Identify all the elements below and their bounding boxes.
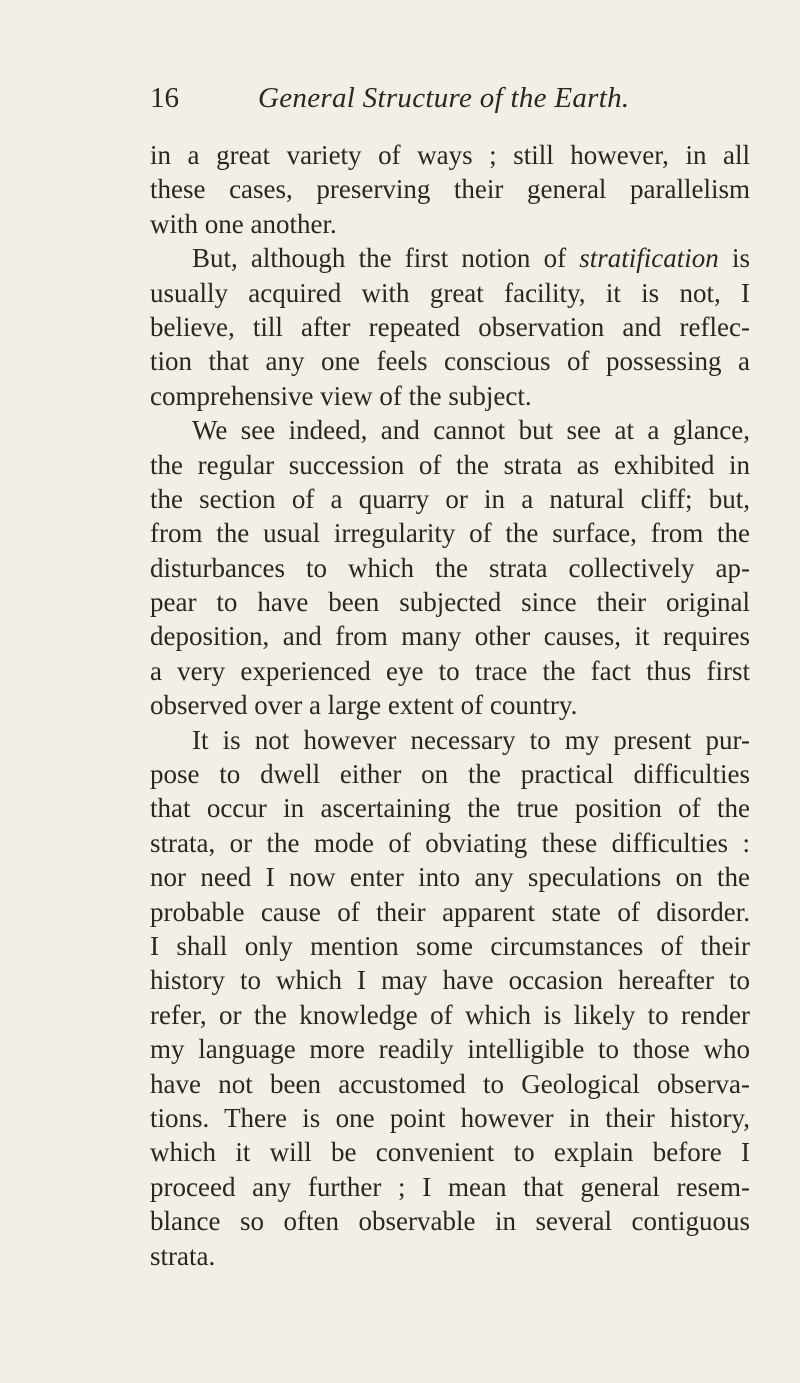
text-line: blance so often observable in several contiguous bbox=[150, 1206, 750, 1237]
text-line: disturbances to which the strata collectively ap- bbox=[150, 552, 750, 583]
text-line: tion that any one feels conscious of possessing a bbox=[150, 346, 750, 377]
running-head bbox=[150, 78, 750, 118]
emphasized-term: stratification bbox=[579, 243, 719, 274]
text-line: these cases, preserving their general parallelism bbox=[150, 174, 750, 205]
text-line: comprehensive view of the subject. bbox=[150, 380, 532, 411]
text-line bbox=[150, 241, 750, 275]
text-line-end: is bbox=[718, 243, 750, 274]
text-line: We see indeed, and cannot but see at a glance, bbox=[192, 415, 750, 446]
text-line: pose to dwell either on the practical difficulties bbox=[150, 759, 750, 790]
text-line: usually acquired with great facility, it is not, I bbox=[150, 277, 750, 308]
text-line: that occur in ascertaining the true position of the bbox=[150, 793, 750, 824]
text-line: my language more readily intelligible to those who bbox=[150, 1034, 750, 1065]
text-line: with one another. bbox=[150, 208, 337, 239]
text-line: probable cause of their apparent state of disorder. bbox=[150, 896, 750, 927]
text-line: It is not however necessary to my present pur- bbox=[192, 724, 750, 755]
text-line: the section of a quarry or in a natural cliff; but, bbox=[150, 483, 750, 514]
text-line: have not been accustomed to Geological observa- bbox=[150, 1068, 750, 1099]
text-line: proceed any further ; I mean that general resem- bbox=[150, 1171, 750, 1202]
text-line: strata, or the mode of obviating these difficulties : bbox=[150, 827, 750, 858]
body-text bbox=[150, 138, 750, 1273]
text-line: I shall only mention some circumstances of their bbox=[150, 930, 750, 961]
text-line: strata. bbox=[150, 1240, 216, 1271]
text-line: which it will be convenient to explain before I bbox=[150, 1137, 750, 1168]
text-line: observed over a large extent of country. bbox=[150, 690, 578, 721]
text-line: a very experienced eye to trace the fact thus first bbox=[150, 655, 750, 686]
text-line: pear to have been subjected since their original bbox=[150, 587, 750, 618]
text-line: from the usual irregularity of the surface, from the bbox=[150, 518, 750, 549]
text-line: nor need I now enter into any speculations on the bbox=[150, 862, 750, 893]
text-line: refer, or the knowledge of which is likely to render bbox=[150, 999, 750, 1030]
page-number: 16 bbox=[150, 82, 179, 114]
text-line: history to which I may have occasion hereafter to bbox=[150, 965, 750, 996]
text-line: the regular succession of the strata as exhibited in bbox=[150, 449, 750, 480]
text-line: in a great variety of ways ; still however, in all bbox=[150, 140, 750, 170]
text-line: tions. There is one point however in their history, bbox=[150, 1102, 750, 1133]
text-line: deposition, and from many other causes, it requires bbox=[150, 621, 750, 652]
running-title: General Structure of the Earth. bbox=[258, 82, 630, 114]
text-line: believe, till after repeated observation and reflec- bbox=[150, 311, 750, 342]
text-line-start: But, although the first notion of bbox=[192, 243, 580, 274]
